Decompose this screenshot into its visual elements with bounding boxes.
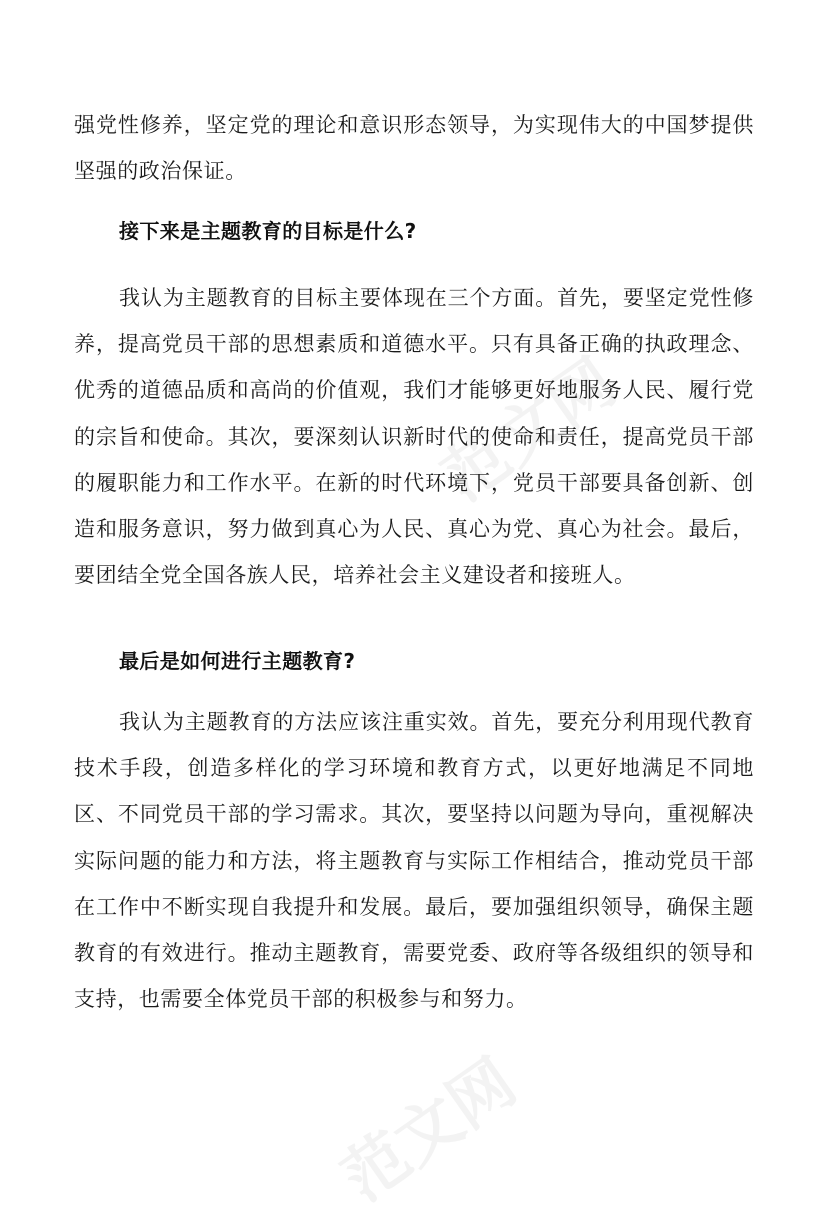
goal-paragraph: 我认为主题教育的目标主要体现在三个方面。首先，要坚定党性修养，提高党员干部的思想素质和道德水平。只有具备正确的执政理念、优秀的道德品质和高尚的价值观，我们才能够更好地服务人民、履行党的宗旨和使命。其次，要深刻认识新时代的使命和责任，提高党员干部的履职能力和工作水平。在新的时代环境下，党员干部要具备创新、创造和服务意识，努力做到真心为人民、真心为党、真心为社会。最后，要团结全党全国各族人民，培养社会主义建设者和接班人。 — [74, 286, 754, 588]
watermark-lower: 范文网 — [329, 1045, 530, 1217]
intro-paragraph-tail: 强党性修养，坚定党的理论和意识形态领导，为实现伟大的中国梦提供坚强的政治保证。 — [74, 113, 754, 184]
watermark: 范文网 — [429, 345, 630, 517]
method-section-heading: 最后是如何进行主题教育? — [119, 649, 356, 673]
method-paragraph: 我认为主题教育的方法应该注重实效。首先，要充分利用现代教育技术手段，创造多样化的学习环境和教育方式，以更好地满足不同地区、不同党员干部的学习需求。其次，要坚持以问题为导向，重视解决实际问题的能力和方法，将主题教育与实际工作相结合，推动党员干部在工作中不断实现自我提升和发展。最后，要加强组织领导，确保主题教育的有效进行。推动主题教育，需要党委、政府等各级组织的领导和支持，也需要全体党员干部的积极参与和努力。 — [74, 710, 754, 1012]
goal-section-heading: 接下来是主题教育的目标是什么? — [119, 219, 417, 243]
